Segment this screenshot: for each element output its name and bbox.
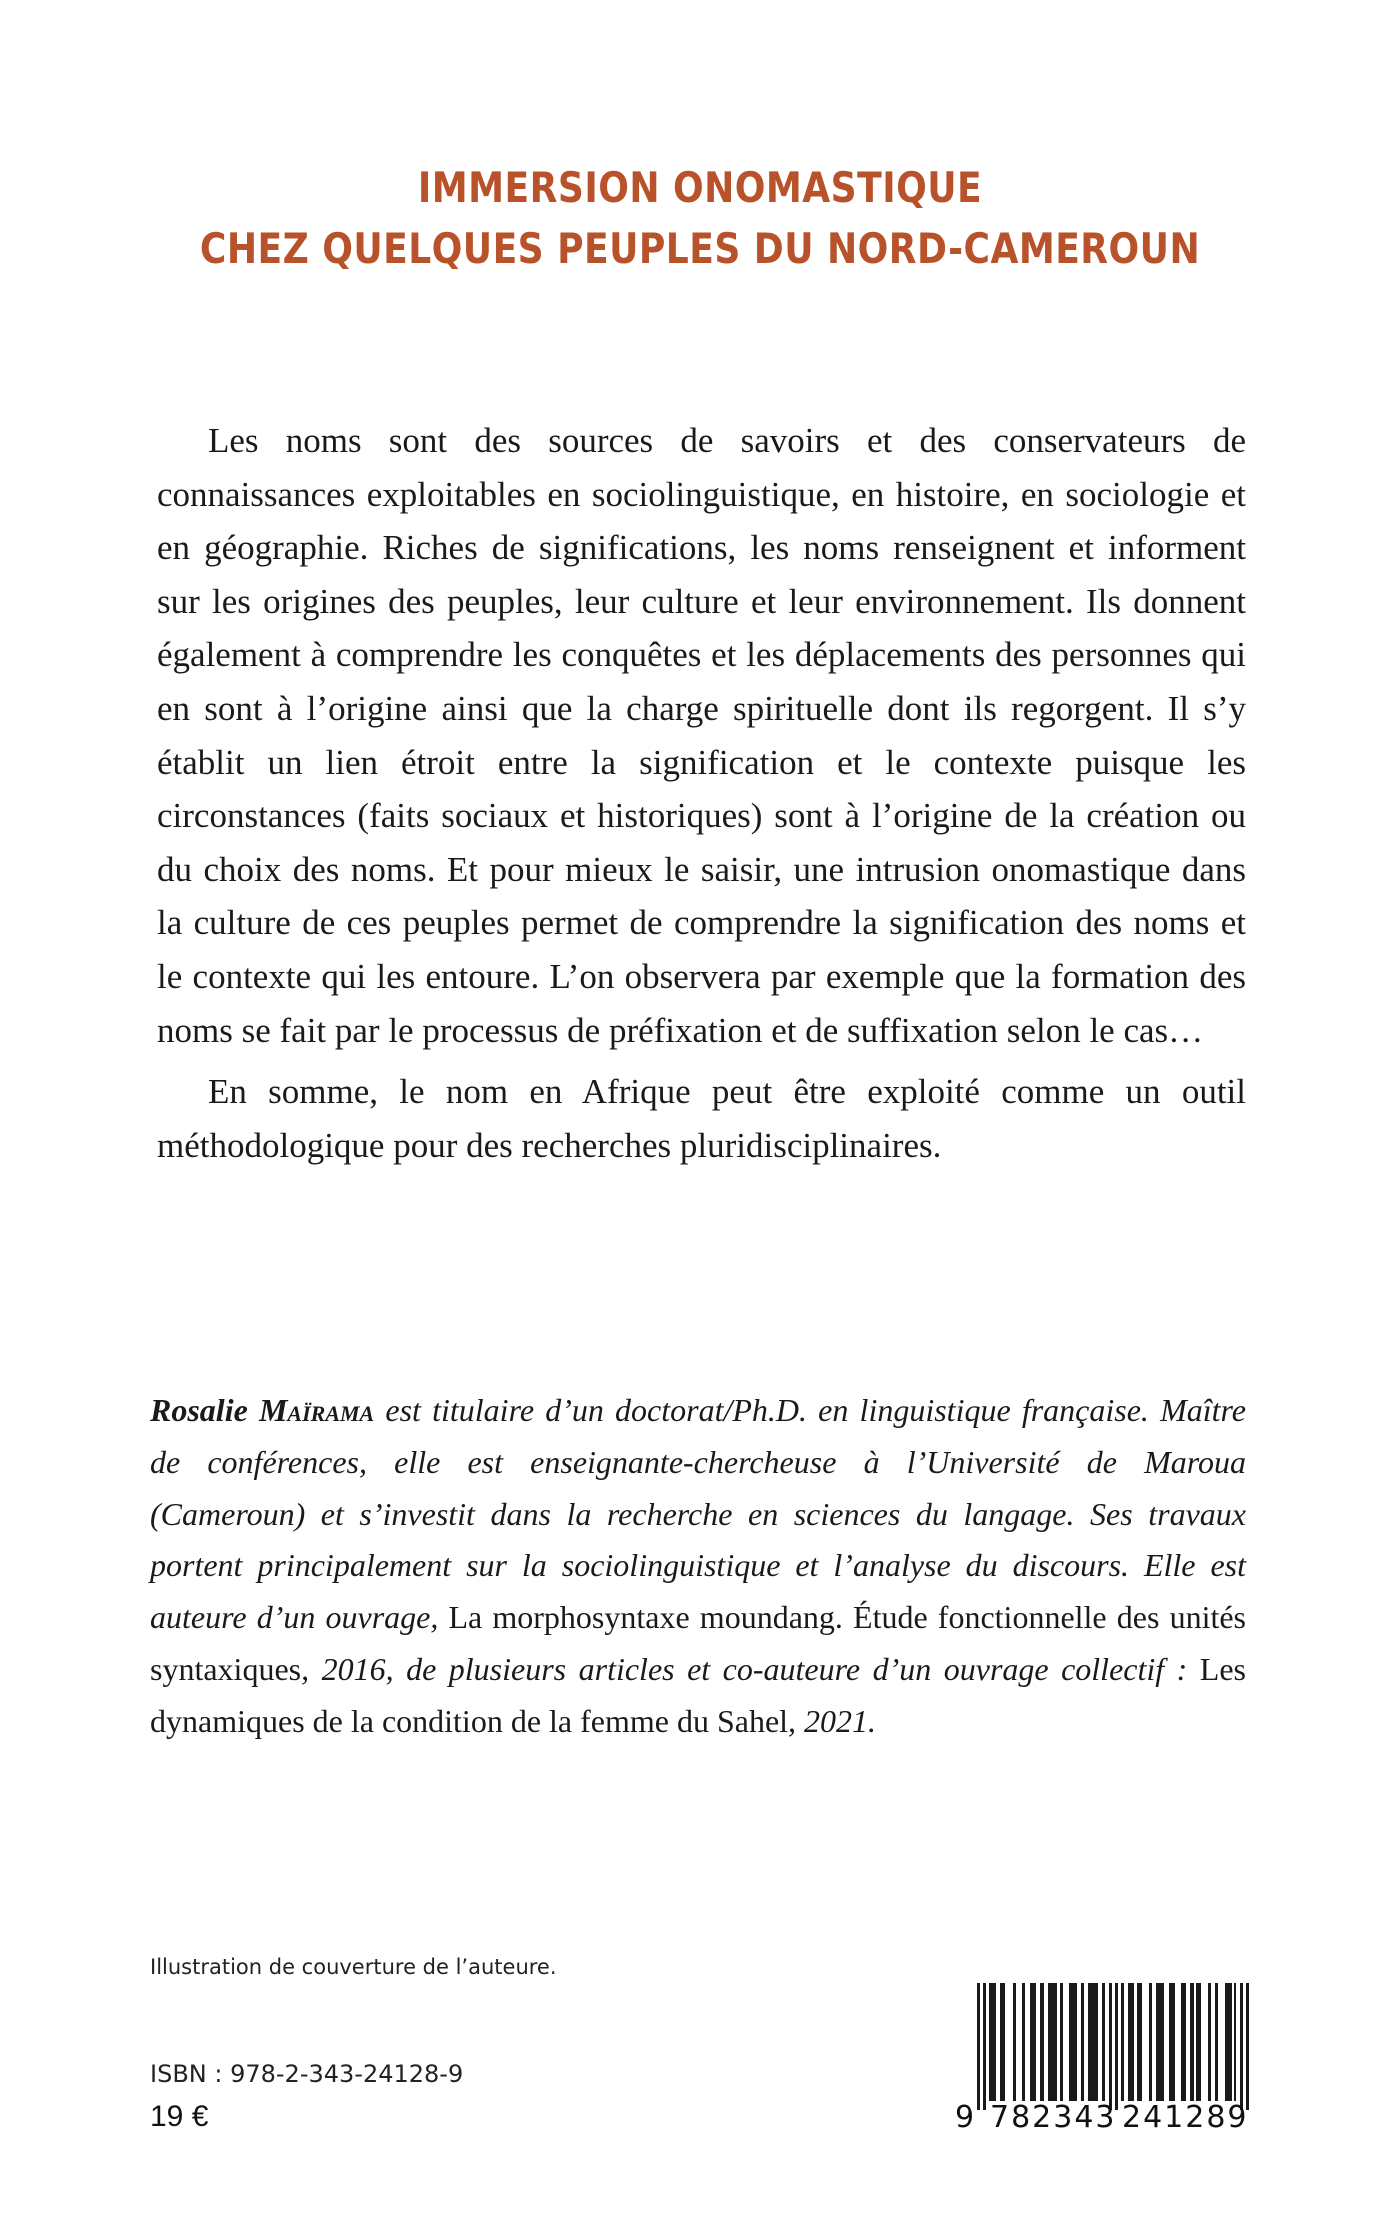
barcode-digits-left: 782343	[990, 2100, 1117, 2135]
bio-text: , 2016, de plusieurs articles et co-auteure d’un ouvrage collectif :	[301, 1650, 1200, 1687]
back-cover-description	[157, 414, 1246, 1172]
isbn-label: ISBN : 978-2-343-24128-9	[150, 2060, 464, 2088]
author-first-name: Rosalie	[150, 1392, 248, 1428]
illustration-credit: Illustration de couverture de l’auteure.	[150, 1955, 557, 1979]
description-paragraph: En somme, le nom en Afrique peut être exploité comme un outil méthodologique pour des recherches pluridisciplinaires.	[157, 1072, 1246, 1165]
barcode-digit-lead: 9	[955, 2100, 977, 2135]
book-title-line-2: CHEZ QUELQUES PEUPLES DU NORD-CAMEROUN	[199, 224, 1201, 273]
bio-text: , 2021.	[788, 1702, 877, 1739]
book-title-line-1: IMMERSION ONOMASTIQUE	[417, 163, 983, 212]
description-paragraph: Les noms sont des sources de savoirs et des conservateurs de connaissances exploitables en sociolinguistique, en histoire, en sociologie et en géographie. Riches de significations, les noms renseignent et informent sur les origines des peuples, leur culture et leur environnement. Ils donnent également à comprendre les conquêtes et les déplacements des personnes qui en sont à l’origine ainsi que la charge spirituelle dont ils regorgent. Il s’y établit un lien étroit entre la signification et le contexte puisque les circonstances (faits sociaux et historiques) sont à l’origine de la création ou du choix des noms. Et pour mieux le saisir, une intrusion onomastique dans la culture de ces peuples permet de comprendre la signification des noms et le contexte qui les entoure. L’on observera par exemple que la formation des noms se fait par le processus de préfixation et de suffixation selon le cas…	[157, 421, 1246, 1050]
bio-book-title: La morphosyntaxe moundang. Étude fonctionnelle des unités syntaxiques	[150, 1599, 1246, 1687]
barcode-digits-right: 241289	[1122, 2100, 1249, 2135]
bio-text: est titulaire d’un doctorat/Ph.D. en linguistique française. Maître de conférences, elle est enseignante-chercheuse à l’Université de Maroua (Cameroun) et s’investit dans la recherche en sciences du langage. Ses travaux portent principalement sur la sociolinguistique et l’analyse du discours. Elle est auteure d’un ouvrage,	[150, 1392, 1247, 1636]
bio-book-title: Les dynamiques de la condition de la femme du Sahel	[150, 1650, 1246, 1739]
author-bio	[150, 1385, 1246, 1748]
price-label: 19 €	[150, 2100, 209, 2133]
author-last-name: Maïrama	[258, 1392, 375, 1428]
